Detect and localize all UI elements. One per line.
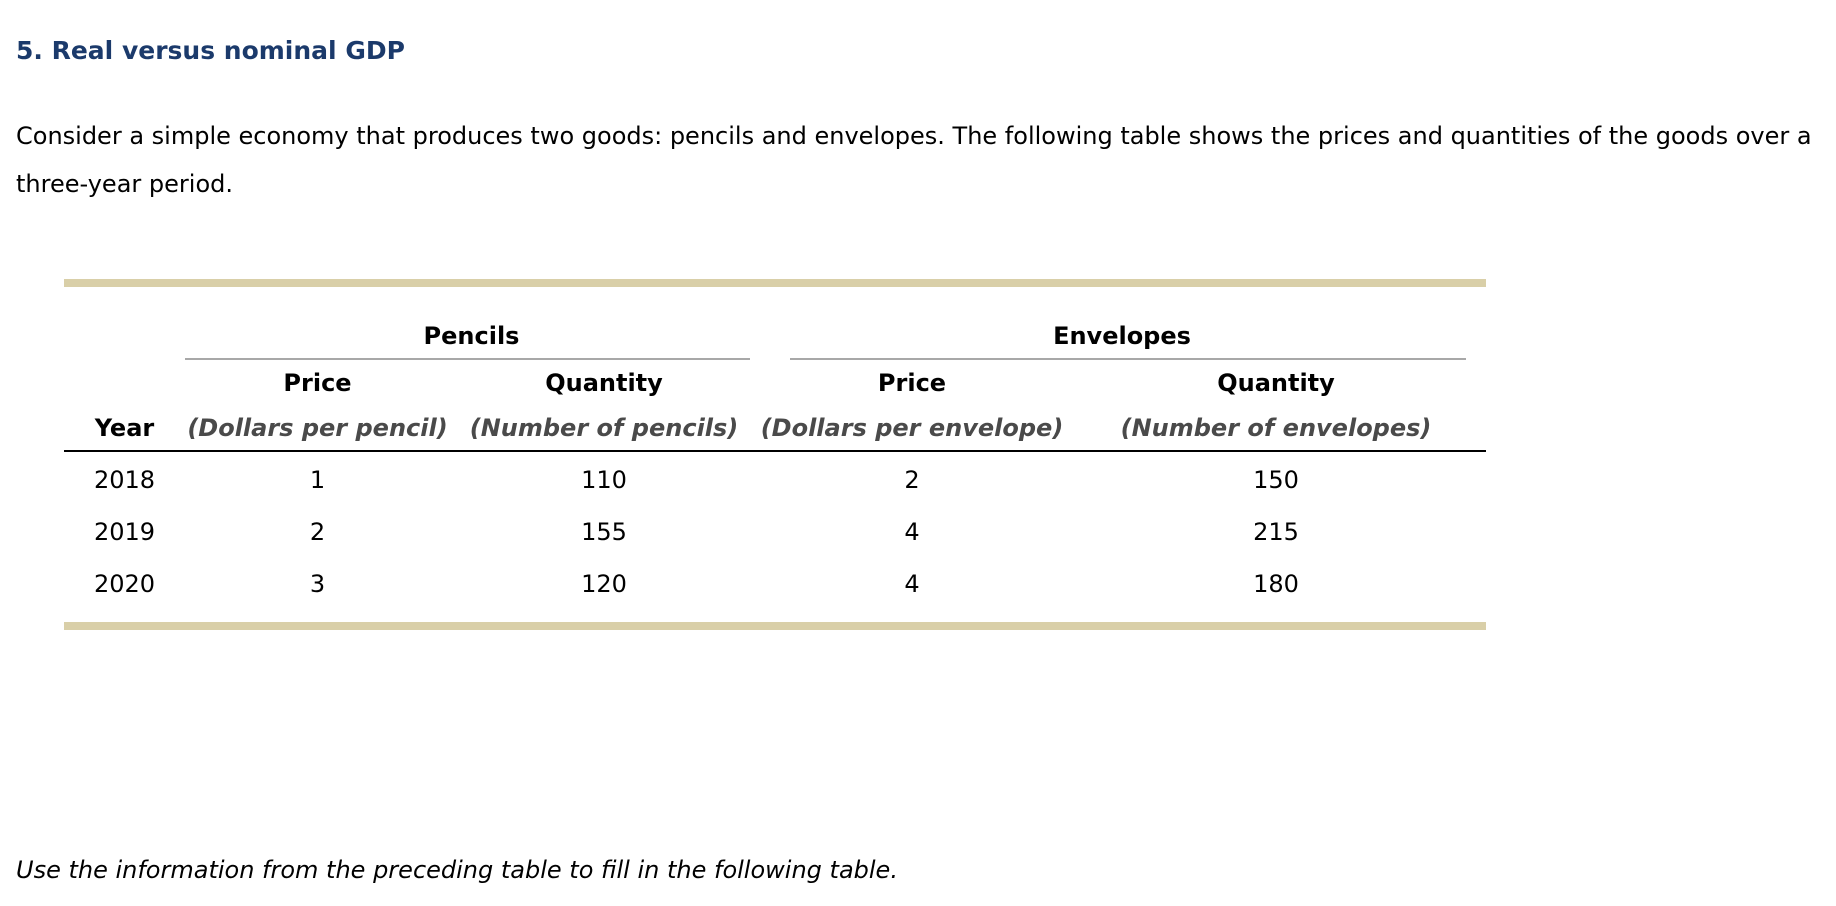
unit-envelope-price: (Dollars per envelope) [758, 406, 1066, 451]
cell-pencil-price: 2 [309, 518, 326, 546]
cell-pencil-quantity: 120 [581, 570, 627, 598]
table-row [64, 558, 1486, 610]
col-head-envelope-price: Price [877, 369, 947, 397]
cell-year: 2020 [93, 570, 156, 598]
cell-pencil-quantity: 155 [581, 518, 627, 546]
instructions-text: Use the information from the preceding table to fill in the following table. [16, 856, 898, 884]
cell-envelope-quantity: 180 [1253, 570, 1299, 598]
group-underline-pencils [185, 358, 750, 360]
group-header-envelopes [758, 287, 1486, 360]
cell-year: 2018 [93, 466, 156, 494]
unit-pencil-price: (Dollars per pencil) [185, 406, 450, 451]
column-header-row [64, 360, 1486, 406]
question-intro: Consider a simple economy that produces two goods: pencils and envelopes. The following table shows the prices and quantities of the goods over a three-year period. [16, 122, 1812, 198]
table-row [64, 506, 1486, 558]
unit-header-row [64, 406, 1486, 451]
table-bottom-spacer [64, 610, 1486, 622]
table-bottom-rule [64, 622, 1486, 630]
group-label-envelopes: Envelopes [1053, 322, 1191, 350]
col-head-pencil-quantity: Quantity [545, 369, 663, 397]
group-header-pencils [185, 287, 758, 360]
spacer-cell [64, 610, 1486, 622]
table-top-rule [64, 279, 1486, 287]
cell-pencil-price: 3 [309, 570, 326, 598]
question-title: 5. Real versus nominal GDP [16, 36, 405, 65]
cell-year: 2019 [93, 518, 156, 546]
cell-envelope-quantity: 215 [1253, 518, 1299, 546]
data-table [64, 287, 1486, 622]
cell-pencil-price: 1 [309, 466, 326, 494]
col-head-envelope-quantity: Quantity [1217, 369, 1335, 397]
group-header-row [64, 287, 1486, 360]
cell-envelope-price: 4 [904, 570, 920, 598]
group-empty-cell [64, 287, 185, 360]
cell-envelope-price: 2 [904, 466, 920, 494]
price-quantity-table [64, 279, 1486, 630]
cell-envelope-price: 4 [904, 518, 920, 546]
cell-pencil-quantity: 110 [581, 466, 627, 494]
unit-pencil-quantity: (Number of pencils) [450, 406, 758, 451]
year-head-spacer [64, 360, 185, 406]
group-underline-envelopes [790, 358, 1466, 360]
unit-envelope-quantity: (Number of envelopes) [1066, 406, 1486, 451]
cell-envelope-quantity: 150 [1253, 466, 1299, 494]
table-row [64, 451, 1486, 506]
group-label-pencils: Pencils [423, 322, 520, 350]
col-head-year: Year [64, 406, 185, 451]
col-head-pencil-price: Price [283, 369, 352, 397]
